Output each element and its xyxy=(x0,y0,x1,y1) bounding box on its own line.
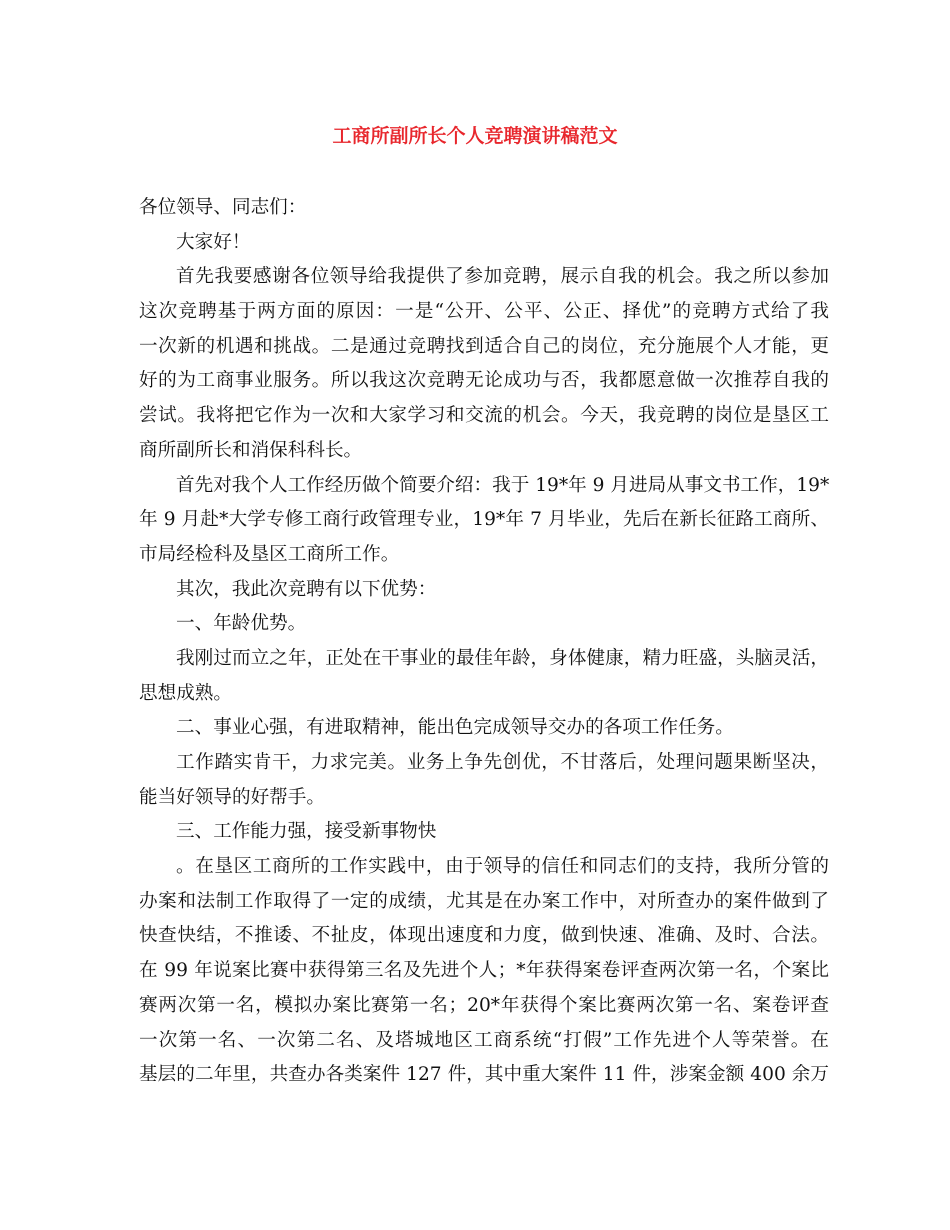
text-line: 市局经检科及垦区工商所工作。 xyxy=(139,543,400,565)
text-line: 能当好领导的好帮手。 xyxy=(139,786,325,808)
text-line: 一次新的机遇和挑战。二是通过竞聘找到适合自己的岗位，充分施展个人才能，更 xyxy=(139,335,829,357)
text-line: 这次竞聘基于两方面的原因：一是“公开、公平、公正、择优”的竞聘方式给了我 xyxy=(139,301,829,323)
text-line: 办案和法制工作取得了一定的成绩，尤其是在办案工作中，对所查办的案件做到了 xyxy=(139,890,829,912)
text-line: 大家好！ xyxy=(176,231,251,253)
text-line: 其次，我此次竞聘有以下优势： xyxy=(176,578,437,600)
text-line: 三、工作能力强，接受新事物快 xyxy=(176,821,437,843)
text-line: 年 9 月赴*大学专修工商行政管理专业，19*年 7 月毕业，先后在新长征路工商所、 xyxy=(139,509,829,531)
text-line: 各位领导、同志们： xyxy=(139,197,307,218)
text-line: 在 99 年说案比赛中获得第三名及先进个人；*年获得案卷评查两次第一名，个案比 xyxy=(139,960,829,982)
text-line: 首先我要感谢各位领导给我提供了参加竞聘，展示自我的机会。我之所以参加 xyxy=(176,266,829,288)
text-line: 我刚过而立之年，正处在干事业的最佳年龄，身体健康，精力旺盛，头脑灵活， xyxy=(176,647,829,669)
document-title: 工商所副所长个人竞聘演讲稿范文 xyxy=(332,125,618,147)
text-line: 商所副所长和消保科科长。 xyxy=(139,439,363,461)
text-line: 尝试。我将把它作为一次和大家学习和交流的机会。今天，我竞聘的岗位是垦区工 xyxy=(139,405,829,427)
text-line: 思想成熟。 xyxy=(139,682,232,704)
text-line: 基层的二年里，共查办各类案件 127 件，其中重大案件 11 件，涉案金额 400 余万 xyxy=(139,1064,829,1086)
text-line: 赛两次第一名，模拟办案比赛第一名；20*年获得个案比赛两次第一名、案卷评查 xyxy=(139,994,829,1016)
text-line: 首先对我个人工作经历做个简要介绍：我于 19*年 9 月进局从事文书工作，19* xyxy=(176,474,830,496)
text-line: 一次第一名、一次第二名、及塔城地区工商系统“打假”工作先进个人等荣誉。在 xyxy=(139,1029,829,1051)
text-line: 快查快结，不推诿、不扯皮，体现出速度和力度，做到快速、准确、及时、合法。 xyxy=(139,925,829,947)
text-line: 一、年龄优势。 xyxy=(176,613,307,635)
text-line: 二、事业心强，有进取精神，能出色完成领导交办的各项工作任务。 xyxy=(176,717,734,739)
text-line: 工作踏实肯干，力求完美。业务上争先创优，不甘落后，处理问题果断坚决， xyxy=(176,752,829,773)
document-body xyxy=(139,191,829,1093)
text-line: 好的为工商事业服务。所以我这次竞聘无论成功与否，我都愿意做一次推荐自我的 xyxy=(139,370,829,392)
text-line: 。在垦区工商所的工作实践中，由于领导的信任和同志们的支持，我所分管的 xyxy=(176,856,829,878)
